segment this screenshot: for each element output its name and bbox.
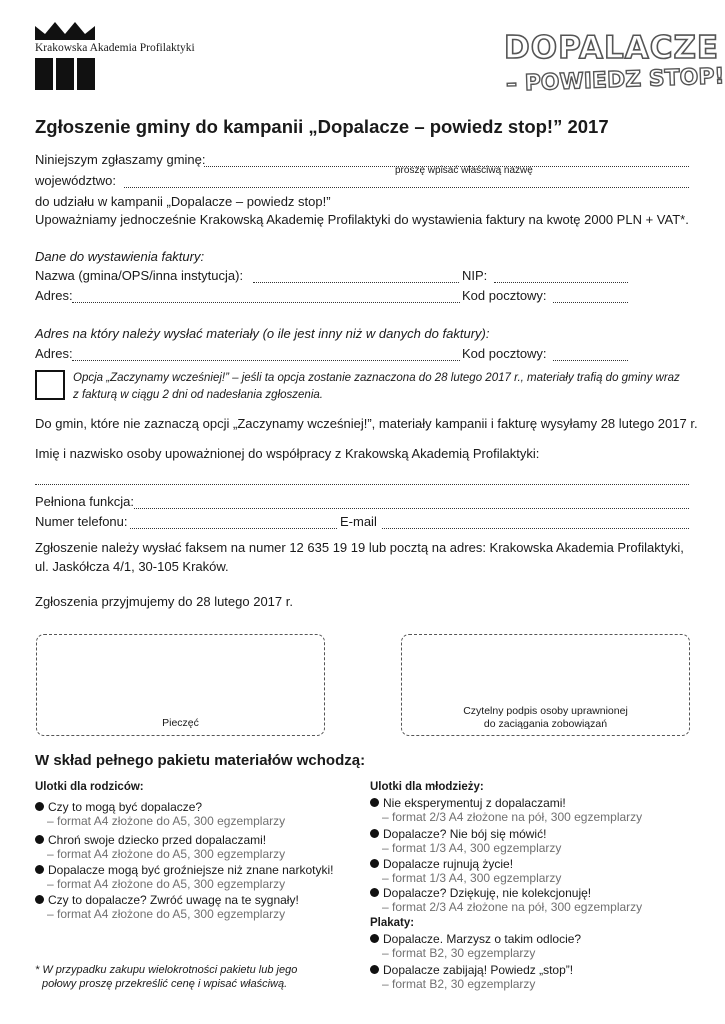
nip-label: NIP:: [462, 268, 488, 283]
bullet-icon: [370, 798, 379, 807]
mail-adres-field[interactable]: [72, 360, 460, 361]
bullet-icon: [370, 965, 379, 974]
mail-kod-field[interactable]: [553, 360, 628, 361]
invoice-heading: Dane do wystawienia faktury:: [35, 249, 205, 264]
gmina-hint: proszę wpisać właściwą nazwę: [395, 165, 533, 176]
adres-field[interactable]: [72, 302, 460, 303]
list-item: Dopalacze zabijają! Powiedz „stop”! – format B2, 30 egzemplarzy: [370, 963, 581, 993]
youth-heading: Ulotki dla młodzieży:: [370, 781, 484, 793]
option-text-line1: Opcja „Zaczynamy wcześniej!” – jeśli ta opcja zostanie zaznaczona do 28 lutego 2017 r., materiały trafią do gminy wraz: [73, 372, 680, 384]
early-start-checkbox[interactable]: [35, 370, 65, 400]
parents-list: [35, 800, 333, 923]
list-item: Dopalacze? Nie bój się mówić! – format 1/3 A4, 300 egzemplarzy: [370, 827, 642, 857]
parents-heading: Ulotki dla rodziców:: [35, 781, 144, 793]
footnote-line2: połowy proszę przekreślić cenę i wpisać właściwą.: [42, 978, 288, 990]
send-line1: Zgłoszenie należy wysłać faksem na numer 12 635 19 19 lub pocztą na adres: Krakowska Akademia Profilaktyki,: [35, 540, 684, 555]
kod-field[interactable]: [553, 302, 628, 303]
bullet-icon: [35, 865, 44, 874]
deadline-line: Zgłoszenia przyjmujemy do 28 lutego 2017 r.: [35, 594, 293, 609]
telefon-label: Numer telefonu:: [35, 514, 128, 529]
signature-label-line2: do zaciągania zobowiązań: [483, 718, 608, 730]
posters-heading: Plakaty:: [370, 917, 415, 929]
send-line2: ul. Jaskółcza 4/1, 30-105 Kraków.: [35, 559, 229, 574]
kap-logo: [35, 22, 200, 90]
signature-label-line1: Czytelny podpis osoby uprawnionej: [463, 705, 628, 717]
package-heading: W skład pełnego pakietu materiałów wchodzą:: [35, 752, 366, 769]
campaign-logo: [504, 30, 725, 102]
wojewodztwo-field[interactable]: [124, 187, 689, 188]
mail-kod-label: Kod pocztowy:: [462, 346, 547, 361]
list-item: Nie eksperymentuj z dopalaczami! – format 2/3 A4 złożone na pół, 300 egzemplarzy: [370, 796, 642, 827]
mail-heading: Adres na który należy wysłać materiały (o ile jest inny niż w danych do faktury):: [35, 326, 490, 341]
nazwa-label: Nazwa (gmina/OPS/inna instytucja):: [35, 268, 244, 283]
list-item: Chroń swoje dziecko przed dopalaczami! – format A4 złożone do A5, 300 egzemplarzy: [35, 833, 333, 863]
stamp-box[interactable]: [36, 634, 325, 736]
funkcja-label: Pełniona funkcja:: [35, 494, 135, 509]
list-item: Czy to dopalacze? Zwróć uwagę na te sygnały! – format A4 złożone do A5, 300 egzemplarzy: [35, 893, 333, 923]
signature-box[interactable]: [401, 634, 690, 736]
participation-line: do udziału w kampanii „Dopalacze – powiedz stop!”: [35, 194, 331, 209]
funkcja-field[interactable]: [134, 508, 689, 509]
kod-label: Kod pocztowy:: [462, 288, 547, 303]
bullet-icon: [370, 859, 379, 868]
kap-crown-icon: [35, 22, 95, 42]
email-field[interactable]: [382, 528, 689, 529]
list-item: Dopalacze. Marzysz o takim odlocie? – format B2, 30 egzemplarzy: [370, 932, 581, 963]
person-field[interactable]: [35, 484, 689, 485]
list-item: Dopalacze rujnują życie! – format 1/3 A4, 300 egzemplarzy: [370, 857, 642, 886]
youth-list: [370, 796, 642, 916]
option-text-line2: z fakturą w ciągu 2 dni od nadesłania zgłoszenia.: [73, 389, 323, 401]
list-item: Dopalacze? Dziękuję, nie kolekcjonuję! – format 2/3 A4 złożone na pół, 300 egzemplarzy: [370, 886, 642, 916]
footnote-line1: * W przypadku zakupu wielokrotności pakietu lub jego: [35, 964, 298, 976]
list-item: Dopalacze mogą być groźniejsze niż znane narkotyki! – format A4 złożone do A5, 300 egzemplarzy: [35, 863, 333, 893]
mail-adres-label: Adres:: [35, 346, 73, 361]
kap-org-name: Krakowska Akademia Profilaktyki: [35, 42, 195, 54]
campaign-logo-line2: – POWIEDZ STOP!: [505, 64, 725, 97]
nip-field[interactable]: [494, 282, 628, 283]
bullet-icon: [35, 895, 44, 904]
telefon-field[interactable]: [130, 528, 337, 529]
bullet-icon: [35, 835, 44, 844]
kap-blocks-icon: [35, 58, 95, 90]
email-label: E-mail: [340, 514, 377, 529]
nazwa-field[interactable]: [253, 282, 459, 283]
list-item: Czy to mogą być dopalacze? – format A4 złożone do A5, 300 egzemplarzy: [35, 800, 333, 833]
page-title: Zgłoszenie gminy do kampanii „Dopalacze – powiedz stop!” 2017: [35, 116, 609, 137]
adres-label: Adres:: [35, 288, 73, 303]
gmina-label: Niniejszym zgłaszamy gminę:: [35, 152, 206, 167]
posters-list: [370, 932, 581, 993]
person-label: Imię i nazwisko osoby upoważnionej do współpracy z Krakowską Akademią Profilaktyki:: [35, 446, 540, 461]
campaign-logo-line1: DOPALACZE: [504, 30, 720, 66]
stamp-label: Pieczęć: [162, 717, 199, 729]
bullet-icon: [370, 829, 379, 838]
bullet-icon: [35, 802, 44, 811]
wojewodztwo-label: województwo:: [35, 173, 116, 188]
no-option-line: Do gmin, które nie zaznaczą opcji „Zaczynamy wcześniej!”, materiały kampanii i fakturę wysyłamy 28 lutego 2017 r.: [35, 416, 698, 431]
bullet-icon: [370, 888, 379, 897]
authorization-line: Upoważniamy jednocześnie Krakowską Akademię Profilaktyki do wystawienia faktury na kwotę 2000 PLN + VAT*.: [35, 212, 689, 227]
bullet-icon: [370, 934, 379, 943]
